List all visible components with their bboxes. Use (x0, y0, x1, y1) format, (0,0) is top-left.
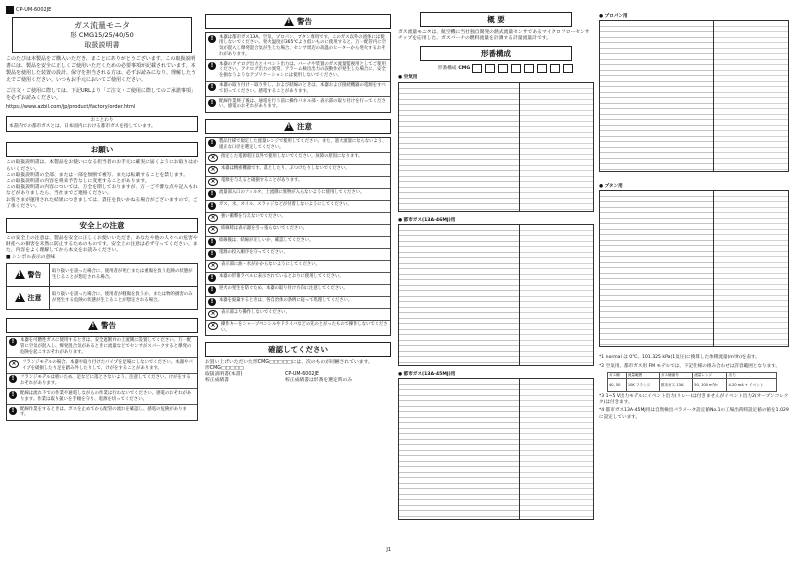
table-13a-45-desc (519, 379, 593, 519)
caution-text: 操作キーをシャープペンシルやドライバなどの先のとがったもので操作しないでください。 (221, 322, 388, 333)
caution-heading (205, 119, 391, 134)
warning1-title: 警告 (101, 320, 116, 330)
doc-code: CP-UM-6002JE (16, 6, 52, 13)
table-butane (599, 190, 789, 347)
caution-text: 本器を廃棄するときは、各自治体の条例に従って処理してください。 (219, 298, 353, 304)
prohibition-icon: × (208, 154, 218, 162)
note-item: *4 都市ガス13A-45MJ用は自然検出パラメータ設定値No.1の工場出荷時設定値の値を1.029に設定しています。 (599, 408, 789, 420)
section-air: ● 空気用 (398, 75, 418, 81)
mandatory-icon: ! (9, 375, 17, 383)
column-1 (6, 0, 198, 561)
manual-label: 取扱説明書 (84, 41, 120, 49)
warning1-list (6, 336, 198, 421)
confirm-heading: 確認してください (205, 342, 391, 357)
caution-row (206, 189, 390, 201)
warning-row (206, 82, 390, 98)
table-propane-desc (713, 21, 788, 171)
combo-cell: 4-20 mA + イベント (727, 379, 777, 392)
table-13a-46-desc (519, 225, 593, 365)
prohibition-icon: × (208, 322, 218, 330)
symbol-row-caution (7, 287, 197, 309)
column-2 (205, 0, 391, 561)
warning-row (206, 33, 390, 60)
caution-text: 結線後は、結線が正しいか、確認してください。 (219, 238, 314, 244)
caution-row (206, 237, 390, 249)
section-13a-45: ● 都市ガス(13A-45MJ)用 (398, 371, 456, 377)
warning-text: 配線は流れ下での作業や通電しながらの作業は行わないでください。感電のおそれがあります。作業は取り扱いを手順を守り、電源を切ってください。 (20, 390, 192, 402)
combo-table (607, 372, 777, 392)
mandatory-icon: ! (9, 338, 17, 346)
caution-row (206, 165, 390, 177)
caution-row (206, 273, 390, 285)
table-air-desc (519, 83, 593, 211)
item-name: 形CMG□□□□□ (205, 365, 244, 371)
warning-row (7, 374, 197, 390)
prohibition-icon: × (208, 310, 218, 318)
warning2-title: 警告 (297, 17, 312, 26)
mandatory-icon: ! (208, 35, 216, 43)
table-air (398, 82, 594, 212)
safety-text: この安全上の注意は、製品を安全に正しくお使いいただき、あなたや他の人々への危害や財産への損害を未然に防止するためのものです。安全上の注意は必ず守ってください。また、内容をよく理解してから本文をお読みください。 (6, 236, 198, 254)
mandatory-icon: ! (208, 274, 216, 282)
mandatory-icon: ! (208, 238, 216, 246)
caution-row (206, 297, 390, 309)
mandatory-icon: ! (9, 391, 17, 399)
item-name: 取扱説明書(本書) (205, 372, 243, 378)
mandatory-icon: ! (208, 190, 216, 198)
warning-text: 本器を可燃性ガスに使用するときは、安全遮断弁の上流側に設置してください。万一配管に空気が混入し、爆発混合気があるときに流量などでセンサがスパークすると爆発の危険を起こすおそれがあります。 (20, 338, 192, 355)
warning-text: 本器の取り付け・取り外し、および結線のときは、本器および接続機器の電源をすべて切ってください。感電することがあります。 (219, 83, 386, 94)
doc-header (6, 6, 198, 14)
product-title: ガス流量モニタ (74, 21, 130, 30)
caution-row (206, 261, 390, 273)
request-heading: お願い (6, 142, 198, 157)
overview-text: ガス流量モニタは、航空機に当社独自開発の熱式流量センサであるマイクロフローセンサチップを応用した、ガスバーナの燃料流量を計測する計量流量計です。 (398, 30, 590, 42)
column-4 (599, 0, 789, 561)
request-list (6, 160, 198, 210)
item-code: 校正成績書は形番を選定時のみ (285, 378, 353, 384)
caution-text: 電源を与えると破損することがあります。 (221, 178, 303, 184)
order-note: ご注文・ご使用に際しては、下記URLより「ご注文・ご使用に際してのご承諾事項」を必ずお読みください。 (6, 88, 196, 101)
notice-title: おことわり (90, 118, 114, 123)
warning-triangle-icon (15, 270, 25, 279)
section-butane: ● ブタン用 (599, 184, 623, 190)
warning-row (7, 358, 197, 374)
combo-header: 流量範囲 (626, 372, 659, 378)
product-model: 形 CMG15/25/40/50 (70, 31, 134, 39)
caution-row (206, 177, 390, 189)
symbol-row-warning (7, 264, 197, 287)
caution-desc: 取り扱いを誤った場合に、使用者が軽傷を負うか、または物的損害のみが発生する危険の状態が生じることが想定される場合。 (52, 292, 193, 303)
caution-text: 流量部入口のフィルタ、上流側に異物が入らないように使用してください。 (219, 190, 365, 196)
request-item: お客さまが運用された結果につきましては、責任を負いかねる場合がございますので、ご了承ください。 (6, 197, 198, 209)
combo-header: ガス種 (608, 372, 627, 378)
order-url[interactable]: https://www.azbil.com/jp/product/factory/order.html (6, 104, 136, 110)
symbols-label: ■ シンボル表示の意味 (6, 254, 56, 260)
column-3 (398, 0, 594, 561)
combo-header: 流量レンジ (693, 372, 727, 378)
caution-text: 製品仕様で規定した流量レンジで使用してください。また、過大流量にならないよう、適正な口径を選定してください。 (219, 139, 387, 150)
warning2-heading (205, 14, 391, 29)
confirm-item (205, 378, 391, 384)
combo-cell: 50, 100 m³/h (693, 379, 727, 392)
confirm-list (205, 366, 391, 385)
request-item: この取扱説明書の内容については、万全を期しておりますが、万一ご不審な点や記入もれなどがありましたら、当社までご連絡ください。 (6, 185, 198, 197)
caution-text: 結線時は表示器を引っ張らないでください。 (221, 226, 307, 232)
caution-row (206, 321, 390, 335)
section-13a-46: ● 都市ガス(13A-46MJ)用 (398, 217, 456, 223)
caution-text: 強い衝撃を与えないでください。 (221, 214, 286, 220)
item-name: 校正成績書 (205, 378, 229, 384)
combo-cell: 40, 50 (608, 379, 627, 392)
prohibition-icon: × (208, 166, 218, 174)
model-heading: 形番構成 (420, 46, 572, 61)
caution-label: 注意 (27, 293, 42, 302)
caution-row (206, 213, 390, 225)
warning-text: 配線作業終了後は、通電を行う前に操作パネル部・表示部の取り付けを行ってください。感電のおそれがあります。 (219, 98, 386, 110)
caution-text: 表示部より操作しないでください。 (221, 310, 290, 316)
warning-row (7, 405, 197, 420)
warning-text: 配線作業をするときは、ガスを止めてから配管の流れを確認し、感電の危険があります。 (20, 406, 187, 418)
intro-text: このたびは本製品をご購入いただき、まことにありがとうございます。この取扱説明書には、製品を安全に正しくご使用いただくための必要事項が記載されています。本製品を使用した装置の設計、保守を担当される方は、必ずお読みになり、理解したうえでご使用ください。いつもお手元においてご使用ください。 (6, 56, 197, 83)
caution-text: 逆火の発生を防ぐため、本器の取り付け方向に注意してください。 (219, 286, 348, 292)
note-item: *2 空気用、都市ガス用 FM モデルでは、下記仕様の組み合わせは許容範囲となります。 (599, 363, 780, 369)
table-butane-desc (713, 191, 788, 346)
caution-row (206, 201, 390, 213)
request-item: この取扱説明書は、本製品をお使いになる担当者のお手元に確実に届くようにお取りはからいください。 (6, 160, 198, 172)
prohibition-icon: × (208, 262, 218, 270)
warning-row (206, 97, 390, 112)
combo-header: ガス種番号 (659, 372, 692, 378)
caution-text: 本器は精密機器です。落としたり、ぶつけたりしないでください。 (221, 166, 350, 172)
overview-heading: 概 要 (420, 12, 572, 27)
warning-text: 本器は都市ガス13A、空気、プロパン、ブタン専用です。このガス以外の流体には使用しないでください。発火温度が365℃より低いものに使用すると、万一配管内に空気が混入し爆発混合気が生じた場合、センサ周辺の高温のヒーターから発火するおそれがあります。 (219, 34, 386, 57)
caution-title: 注意 (297, 121, 312, 131)
item-code: CP-UM-6002JE (285, 372, 319, 378)
caution-text: 指定した電源電圧以外で使用しないでください。故障の原因になります。 (221, 154, 363, 160)
model-prefix: CMG (458, 65, 471, 71)
caution-text: 電源の投入順序を守ってください。 (219, 250, 288, 256)
safety-heading: 安全上の注意 (6, 218, 198, 233)
mandatory-icon: ! (9, 407, 17, 415)
caution-row (206, 153, 390, 165)
warning-label: 警告 (27, 270, 42, 279)
notice-text: 本書内での都市ガスとは、日本国内における都市ガスを指しています。 (9, 124, 156, 130)
caution-row (206, 225, 390, 237)
model-label: 形番構成 (438, 65, 457, 71)
request-item: この取扱説明書の全部、または一部を無断で複写、または転載することを禁じます。 (6, 172, 188, 178)
prohibition-icon: × (208, 178, 218, 186)
warning-text: フランジモデルの場合、本器や取り付けたパイプを足場にしないでください。本器やパイプを破損したり足を踏み外したりして、けがをすることがあります。 (22, 359, 193, 371)
warning-desc: 取り扱いを誤った場合に、使用者が死亡または重傷を負う危険の状態が生じることが想定される場合。 (52, 269, 193, 280)
caution-triangle-icon (284, 122, 294, 131)
caution-row (206, 138, 390, 153)
section-propane: ● プロパン用 (599, 14, 628, 19)
warning-triangle-icon (88, 321, 98, 330)
note-item: *1 normal は 0℃、101.325 kPa(1気圧)に換算した体積流量(m³/h)を表す。 (599, 355, 760, 361)
caution-text: ガス、水、オイル、スラッジなどが付着しないようにしてください。 (219, 202, 352, 208)
warning-text: フランジモデルは重いため、足などに落とさないよう、注意してください。けがをするおそれがあります。 (20, 375, 191, 387)
mandatory-icon: ! (208, 298, 216, 306)
combo-cell: 都市ガス 13A (659, 379, 692, 392)
warning-row (7, 337, 197, 358)
prohibition-icon: × (208, 226, 218, 234)
caution-list (205, 137, 391, 336)
caution-row (206, 249, 390, 261)
combo-header: 出力 (727, 372, 777, 378)
mandatory-icon: ! (208, 83, 216, 91)
mandatory-icon: ! (208, 250, 216, 258)
caution-text: 本器の形番ラベルに表示されているとおりに使用してください。 (219, 274, 344, 280)
notes-block (599, 355, 789, 420)
mandatory-icon: ! (208, 139, 216, 147)
caution-triangle-icon (15, 293, 25, 302)
note-item: *3 1~5 V出力モデルにイベント出力(リレー)は付きませんがイベント出力2(オープンコレクタ)は付きます。 (599, 394, 789, 406)
table-13a-45 (398, 378, 594, 520)
table-propane (599, 20, 789, 172)
title-block (12, 17, 192, 53)
notice-box (6, 116, 198, 132)
mandatory-icon: ! (208, 202, 216, 210)
prohibition-icon: × (208, 214, 218, 222)
logo-icon (6, 6, 14, 14)
warning-row (206, 60, 390, 81)
warning-triangle-icon (284, 17, 294, 26)
mandatory-icon: ! (208, 286, 216, 294)
mandatory-icon: ! (208, 99, 216, 107)
warning-row (7, 389, 197, 405)
request-item: この取扱説明書の内容を将来予告なしに変更することがあります。 (6, 179, 150, 185)
warning1-heading (6, 318, 198, 333)
caution-text: 表示部に油・水がかからないようにしてください。 (221, 262, 320, 268)
warning2-list (205, 32, 391, 113)
prohibition-icon: × (9, 360, 19, 368)
combo-cell: 10K フランジ (626, 379, 659, 392)
symbol-table (6, 263, 198, 310)
caution-row (206, 309, 390, 321)
table-13a-46 (398, 224, 594, 366)
model-code-row (438, 64, 594, 73)
page-number: J1 (386, 546, 391, 553)
mandatory-icon: ! (208, 62, 216, 70)
warning-text: 本器のアナログ出力とイベント出力は、バーナや装置のガス流量監視用としてご使用ください。アナログ出力の異常、アラーム検出出力の誤動作が発生した場合に、安全を損なうようなアプリケーションには使用しないでください。 (219, 61, 386, 79)
confirm-text: お買い上げいただいた形CMG□□□□□には、次のものが同梱されています。 (205, 359, 373, 365)
caution-row (206, 285, 390, 297)
